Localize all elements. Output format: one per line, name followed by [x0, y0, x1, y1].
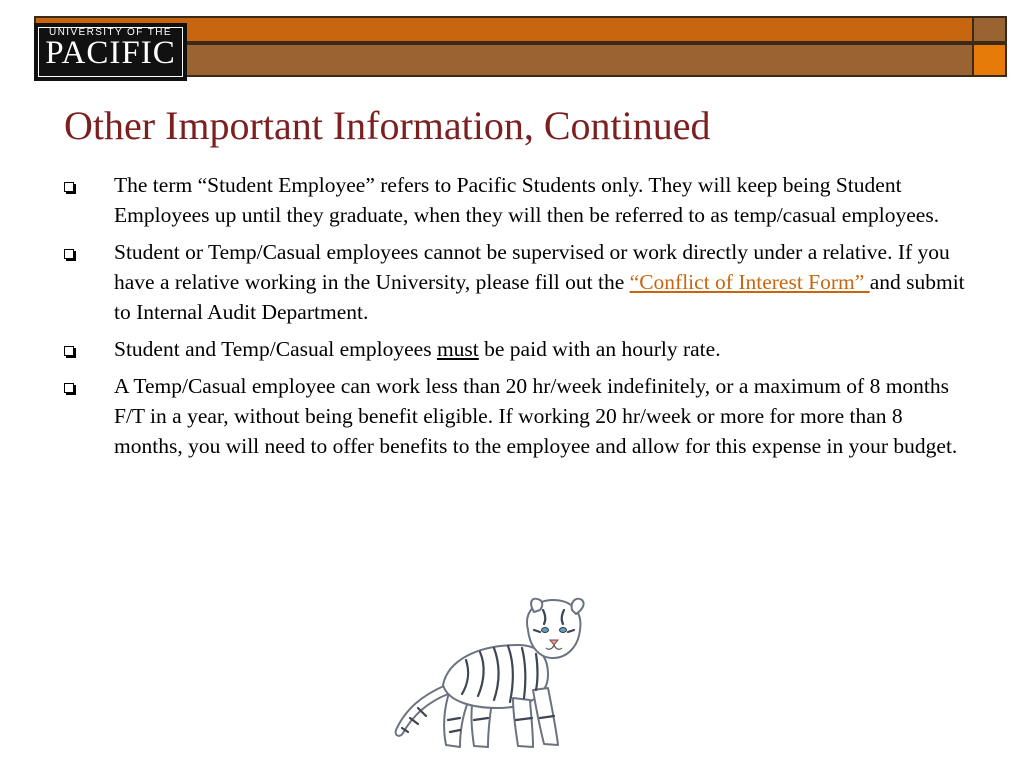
- bullet-text: and submit to Internal Audit Department.: [114, 270, 965, 324]
- logo-main-text: PACIFIC: [45, 35, 176, 71]
- bullet-item: [60, 371, 970, 461]
- logo-top-text: UNIVERSITY OF THE: [49, 27, 172, 38]
- university-logo: [34, 23, 187, 81]
- bullet-item: [60, 237, 970, 327]
- bullet-item: [60, 170, 970, 230]
- white-tiger-cub-icon: [388, 590, 608, 755]
- square-bullet-icon: [64, 182, 74, 192]
- emphasis-must: must: [436, 337, 479, 361]
- bullet-text: The term “Student Employee” refers to Pacific Students only. They will keep being Student Employees up until they graduate, when they will then be referred to as temp/casual employees.: [114, 173, 940, 227]
- header-square-top: [972, 16, 1007, 43]
- slide-title: Other Important Information, Continued: [64, 103, 711, 148]
- bullet-text: Student and Temp/Casual employees: [114, 337, 437, 361]
- square-bullet-icon: [64, 346, 74, 356]
- bullet-list: [60, 170, 970, 468]
- header-square-bottom: [972, 43, 1007, 77]
- bullet-text: Student or Temp/Casual employees cannot be supervised or work directly under a relative. If you have a relative working in the University, please fill out the: [114, 240, 950, 294]
- conflict-of-interest-form-link[interactable]: “Conflict of Interest Form”: [629, 270, 870, 294]
- bullet-item: [60, 334, 970, 364]
- bullet-text: be paid with an hourly rate.: [478, 337, 721, 361]
- square-bullet-icon: [64, 249, 74, 259]
- square-bullet-icon: [64, 383, 74, 393]
- bullet-text: A Temp/Casual employee can work less than 20 hr/week indefinitely, or a maximum of 8 months F/T in a year, without being benefit eligible. If working 20 hr/week or more for more than 8 months, you will need to offer benefits to the employee and allow for this expense in your budget.: [114, 374, 958, 458]
